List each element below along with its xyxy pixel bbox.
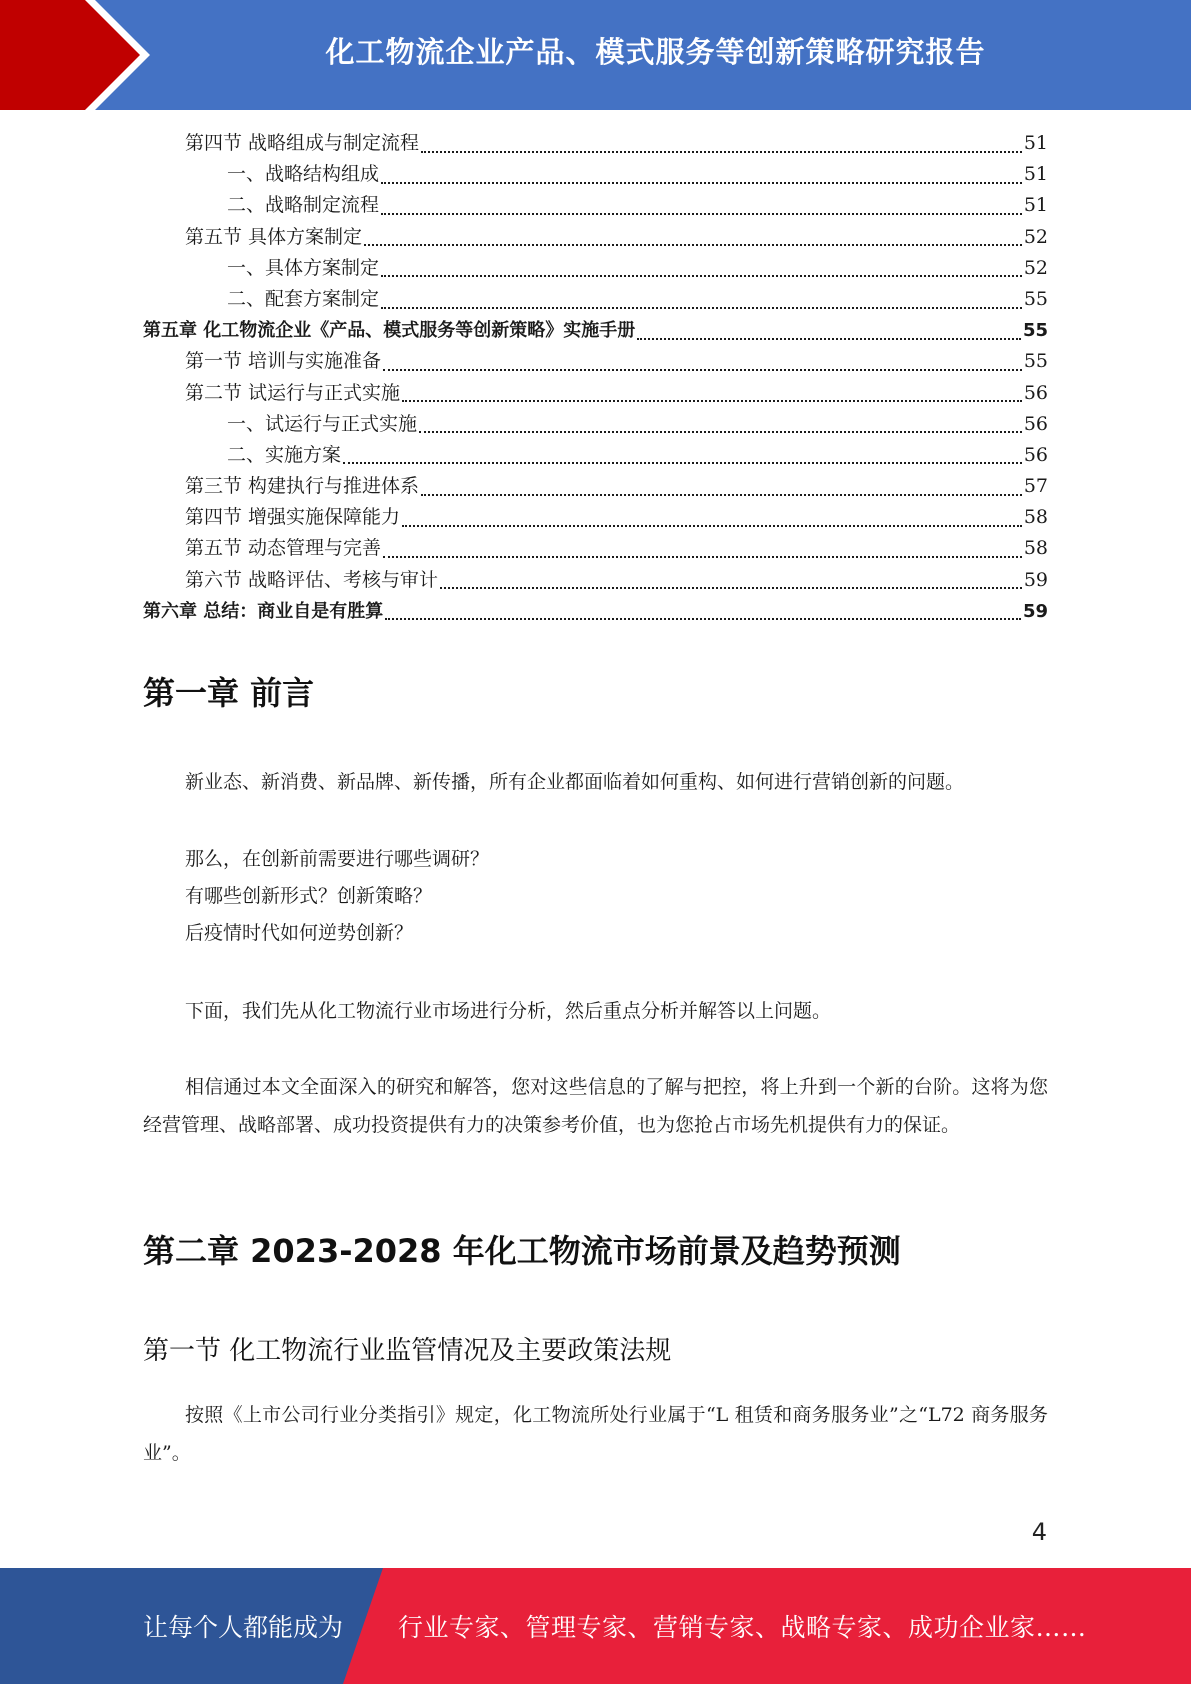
table-of-contents	[143, 128, 1048, 627]
toc-entry[interactable]	[143, 533, 1048, 564]
toc-entry-text: 二、配套方案制定	[227, 287, 380, 310]
toc-entry-text: 第五节 动态管理与完善	[185, 537, 382, 560]
paragraph: 新业态、新消费、新品牌、新传播，所有企业都面临着如何重构、如何进行营销创新的问题。	[185, 771, 965, 793]
toc-leader-dots	[421, 494, 1022, 496]
toc-entry-page: 58	[1023, 537, 1048, 560]
toc-entry[interactable]	[143, 378, 1048, 409]
toc-leader-dots	[381, 307, 1022, 309]
toc-entry-page: 55	[1023, 287, 1048, 310]
toc-entry-text: 第二节 试运行与正式实施	[185, 381, 401, 404]
toc-entry-text: 第一节 培训与实施准备	[185, 350, 382, 373]
toc-entry-page: 52	[1023, 256, 1048, 279]
toc-entry-page: 51	[1023, 132, 1048, 154]
toc-entry-text: 第五章 化工物流企业《产品、模式服务等创新策略》实施手册	[143, 320, 636, 342]
toc-entry[interactable]	[143, 471, 1048, 502]
question-line: 有哪些创新形式？创新策略？	[185, 885, 433, 907]
toc-entry-page: 58	[1023, 506, 1048, 529]
toc-entry-text: 二、实施方案	[227, 443, 342, 466]
toc-entry-text: 第五节 具体方案制定	[185, 225, 363, 248]
paragraph: 按照《上市公司行业分类指引》规定，化工物流所处行业属于“L 租赁和商务服务业”之“L72 商务服务业”。	[143, 1404, 1048, 1464]
chapter-heading: 第一章 前言	[143, 674, 315, 712]
toc-entry-page: 59	[1022, 600, 1048, 622]
toc-entry-text: 第六节 战略评估、考核与审计	[185, 568, 439, 591]
toc-leader-dots	[419, 431, 1022, 433]
toc-entry-text: 一、具体方案制定	[227, 256, 380, 279]
toc-entry-text: 第六章 总结：商业自是有胜算	[143, 600, 384, 622]
header-title: 化工物流企业产品、模式服务等创新策略研究报告	[325, 34, 986, 69]
paragraph: 相信通过本文全面深入的研究和解答，您对这些信息的了解与把控，将上升到一个新的台阶。这将为您经营管理、战略部署、成功投资提供有力的决策参考价值，也为您抢占市场先机提供有力的保证。	[143, 1076, 1048, 1136]
toc-entry-text: 一、战略结构组成	[227, 163, 380, 186]
toc-entry[interactable]	[143, 440, 1048, 471]
toc-entry-page: 51	[1023, 194, 1048, 217]
toc-leader-dots	[381, 275, 1022, 277]
toc-leader-dots	[364, 244, 1022, 246]
toc-leader-dots	[440, 587, 1022, 589]
paragraph: 下面，我们先从化工物流行业市场进行分析，然后重点分析并解答以上问题。	[185, 1000, 832, 1022]
toc-entry[interactable]	[143, 222, 1048, 253]
toc-entry[interactable]	[143, 502, 1048, 533]
question-line: 后疫情时代如何逆势创新？	[185, 922, 414, 944]
footer-slogan-left: 让每个人都能成为	[143, 1613, 344, 1642]
toc-entry-page: 55	[1023, 350, 1048, 373]
chapter-heading: 第二章 2023-2028 年化工物流市场前景及趋势预测	[143, 1232, 901, 1270]
toc-entry-page: 56	[1023, 412, 1048, 435]
page-number: 4	[1031, 1518, 1047, 1546]
toc-leader-dots	[385, 618, 1021, 620]
toc-entry-text: 二、战略制定流程	[227, 194, 380, 217]
toc-leader-dots	[402, 525, 1022, 527]
toc-entry-text: 第四节 战略组成与制定流程	[185, 132, 420, 154]
toc-entry[interactable]	[143, 409, 1048, 440]
toc-entry-text: 第三节 构建执行与推进体系	[185, 475, 420, 498]
toc-entry-text: 第四节 增强实施保障能力	[185, 506, 401, 529]
toc-leader-dots	[402, 400, 1022, 402]
toc-entry[interactable]	[143, 128, 1048, 159]
toc-entry-text: 一、试运行与正式实施	[227, 412, 418, 435]
toc-entry[interactable]	[143, 284, 1048, 315]
toc-leader-dots	[421, 151, 1022, 153]
page-footer	[0, 1568, 1191, 1684]
toc-entry[interactable]	[143, 159, 1048, 190]
toc-leader-dots	[381, 213, 1022, 215]
toc-leader-dots	[343, 462, 1022, 464]
toc-entry-page: 59	[1023, 568, 1048, 591]
toc-leader-dots	[383, 556, 1022, 558]
toc-chapter-entry[interactable]	[143, 596, 1048, 627]
toc-leader-dots	[383, 369, 1022, 371]
toc-chapter-entry[interactable]	[143, 315, 1048, 346]
footer-slogan-right: 行业专家、管理专家、营销专家、战略专家、成功企业家……	[398, 1613, 1087, 1642]
toc-entry-page: 57	[1023, 475, 1048, 498]
toc-entry[interactable]	[143, 253, 1048, 284]
toc-entry-page: 55	[1022, 320, 1048, 342]
toc-entry-page: 51	[1023, 163, 1048, 186]
toc-entry[interactable]	[143, 346, 1048, 377]
toc-entry-page: 56	[1023, 381, 1048, 404]
toc-entry-page: 56	[1023, 443, 1048, 466]
toc-entry-page: 52	[1023, 225, 1048, 248]
section-heading: 第一节 化工物流行业监管情况及主要政策法规	[143, 1336, 672, 1366]
toc-entry[interactable]	[143, 190, 1048, 221]
toc-leader-dots	[381, 182, 1022, 184]
toc-leader-dots	[637, 338, 1021, 340]
toc-entry[interactable]	[143, 565, 1048, 596]
page-header	[0, 0, 1191, 110]
question-line: 那么，在创新前需要进行哪些调研？	[185, 848, 490, 870]
